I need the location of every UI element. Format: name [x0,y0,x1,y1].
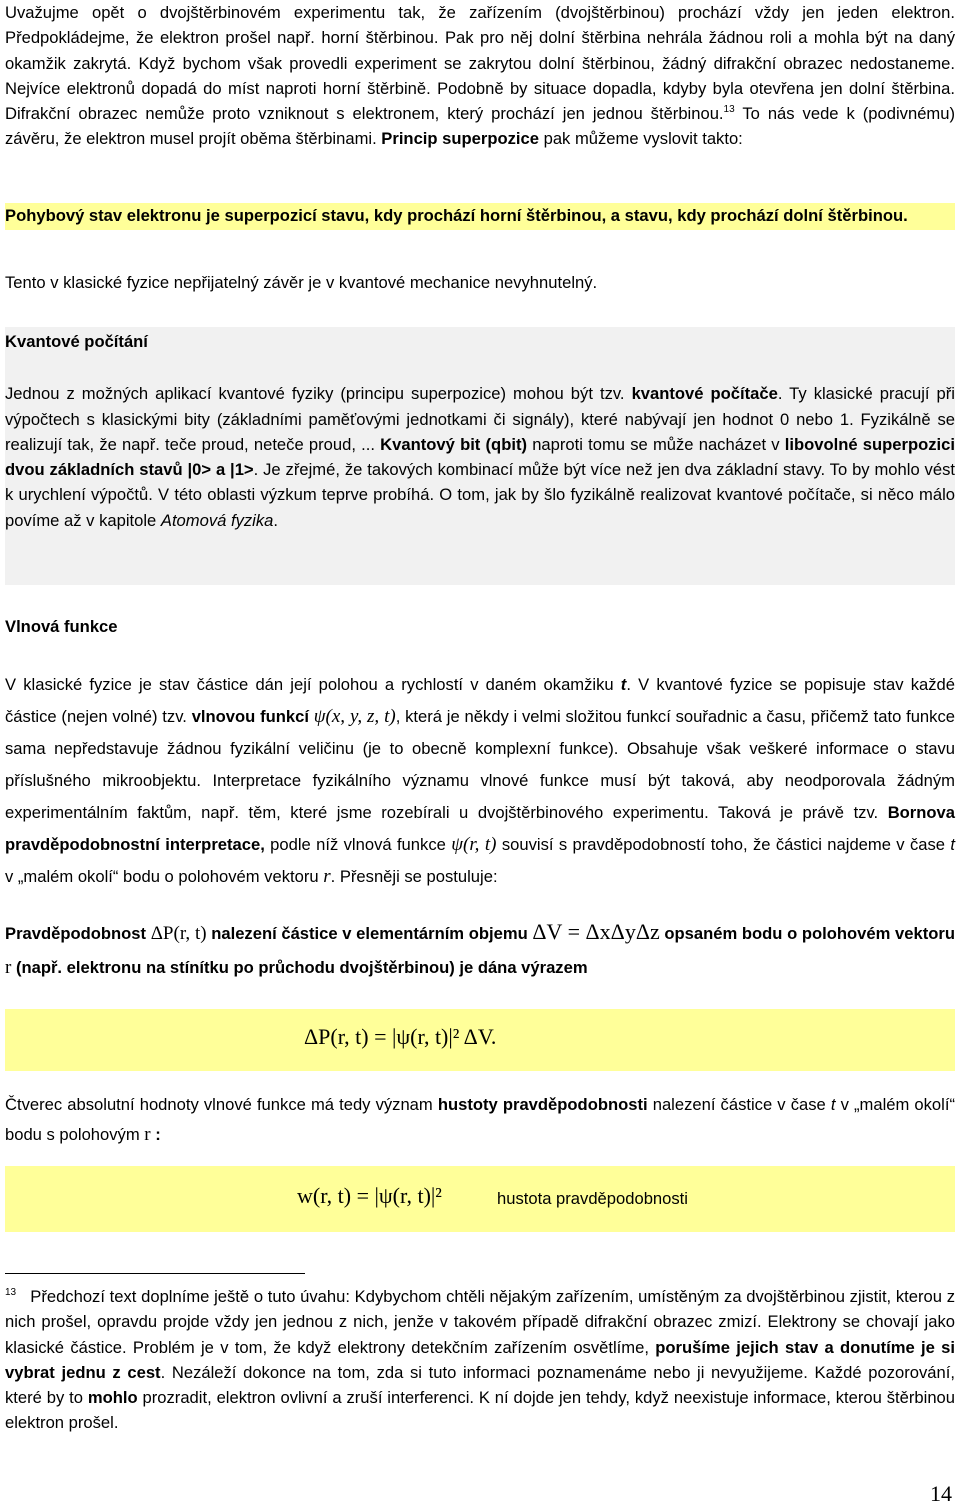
footnote-ref[interactable]: 13 [723,104,735,116]
sec-bold-born: Bornova pravděpodobnostní interpretace, [5,803,955,854]
section-title [5,614,955,639]
classic-note-sentence-text: Tento v klasické fyzice nepřijatelný závěr je v kvantové mechanice nevyhnutelný. [5,273,598,292]
box-text-1: Jednou z možných aplikací kvantové fyziky (principu superpozice) mohou být tzv. [5,384,632,404]
fn-a: Předchozí text doplníme ještě o tuto úvahu: Kdybychom chtěli nějakým zařízením, umístěným za dvojštěrbinou zjistit, kterou z nich prošel, opravdu projde vždy jen jednou z nich, jenže v takovém případě difrakční obrazec zmizí. Elektrony se chovají jako klasické částice. Problém je v tom, že když elektrony detekčním zařízením osvětlíme, [5,1287,955,1357]
page-number: 14 [930,1481,952,1506]
fn-c: . Nezáleží dokonce na tom, zda si tuto informaci poznamenáme nebo ji nevyužijeme. Každé pozorování, které by to [5,1362,955,1408]
den-a: Čtverec absolutní hodnoty vlnové funkce má tedy význam [5,1095,438,1114]
box-text-3: naproti tomu se může nacházet v [527,434,785,454]
equation-2-box [5,1166,955,1232]
box-italic-1: Atomová fyzika [160,510,274,530]
equation-1: ΔP(r, t) = |ψ(r, t)|² ΔV. [304,1024,497,1049]
def-b: nalezení částice v elementárním objemu [206,924,533,943]
superposition-text: Pohybový stav elektronu je superpozicí stavu, kdy prochází horní štěrbinou, a stavu, kdy prochází dolní štěrbinou. [5,206,908,225]
den-t: t [830,1095,836,1114]
intro-text-1: Uvažujme opět o dvojštěrbinovém experimentu tak, že zařízením (dvojštěrbinou) prochází vždy jen jeden elektron. Předpokládejme, že elektron prošel např. horní štěrbinou. Pak pro něj dolní štěrbina nehrála žádnou roli a mohla být na daný okamžik zakrytá. Když bychom však provedli experiment se zakrytou dolní štěrbinou, žádný difrakční obrazec nedostaneme. Nejvíce elektronů dopadá do míst naproti horní štěrbině. Podobně by situace dopadla, kdyby byla otevřena jen dolní štěrbina. Difrakční obrazec nemůže proto vzniknout s elektronem, který prochází jen jednou štěrbinou. [5,3,955,124]
def-dP: ΔP(r, t) [150,923,207,944]
section-title-text: Vlnová funkce [5,617,118,636]
den-c: nalezení částice v čase [647,1095,831,1114]
classic-conclusion-text [5,270,955,295]
sec-bold-wave: vlnovou funkcí [191,707,309,726]
def-c: opsaném bodu o polohovém vektoru [659,924,955,943]
density-paragraph [5,1090,955,1150]
intro-text-2: To nás vede k (podivnému) závěru, že elektron musel projít oběma štěrbinami. [5,104,955,149]
equation-2: w(r, t) = |ψ(r, t)|² [297,1183,442,1208]
def-a: Pravděpodobnost [5,924,151,943]
fn-b: porušíme jejich stav a donutíme je si vybrat jednu z cest [5,1337,955,1382]
section-paragraph [5,669,955,893]
sec-text-f: v „malém okolí“ bodu o polohovém vektoru [5,867,324,886]
def-dV: ΔV = ΔxΔyΔz [532,919,660,944]
box-bold-2: Kvantový bit (qbit) [380,434,527,454]
box-bold-3: libovolné superpozici dvou základních stavů |0> a |1> [5,434,956,480]
box-text-4: . Je zřejmé, že takových kombinací může být více než jen dva základní stavy. To by mohlo vést k urychlení výpočtů. V této oblasti výzkum teprve probíhá. O tom, jak by šlo fyzikálně realizovat kvantové počítače, si něco málo povíme až v kapitole [5,460,955,530]
def-r: r [5,957,12,978]
den-e: : [150,1125,161,1144]
sec-text-a: V klasické fyzice je stav částice dán její polohou a rychlostí v daném okamžiku [5,675,621,694]
equation-2-label: hustota pravděpodobnosti [497,1189,688,1208]
box-bold-1: kvantové počítače [631,384,778,404]
fn-d: mohlo [87,1388,138,1408]
sec-text-e: souvisí s pravděpodobností toho, že částici najdeme v čase [496,835,951,854]
sec-t-2: t [950,835,955,854]
psi-xyzt: ψ(x, y, z, t) [313,706,396,727]
sec-text-b: . V kvantové fyzice se popisuje stav každé částice (nejen volné) tzv. [5,675,955,726]
sec-t: t [620,675,627,694]
superposition-statement [5,203,955,230]
box-text-5: . [273,510,279,530]
quantum-computing-box [5,327,955,585]
intro-bold: Princip superpozice [381,129,539,149]
box-text-2: . Ty klasické pracují při výpočtech s klasickými bity (základními paměťovými jednotkami či signály), které nabývají jen hodnot 0 nebo 1. Fyzikálně se realizují tak, že např. teče proud, neteče proud, ... [5,384,955,454]
sec-text-c: , která je někdy i velmi složitou funkcí souřadnic a času, přičemž tato funkce sama nepředstavuje žádnou fyzikální veličinu (je to obecně komplexní funkce). Obsahuje však veškeré informace o stavu příslušného mikroobjektu. Interpretace fyzikálního významu vlnové funkce musí být taková, aby neodporovala žádným experimentálním faktům, např. těm, které jsme rozebírali u dvojštěrbinového experimentu. Taková je právě tzv. [5,707,955,822]
definition-paragraph [5,915,955,985]
den-b: hustoty pravděpodobnosti [437,1095,648,1114]
box-paragraph [5,381,955,533]
fn-e: prozradit, elektron ovlivní a zruší interferenci. K ní dojde jen tehdy, když neexistuje informace, kterou štěrbinou elektron prošel. [5,1388,955,1433]
sec-text-g: . Přesněji se postuluje: [330,867,498,886]
vec-r: r [323,866,331,887]
psi-rt: ψ(r, t) [451,834,497,855]
footnote-number: 13 [5,1287,17,1298]
den-d: v „malém okolí“ bodu s polohovým [5,1095,955,1144]
box-title: Kvantové počítání [5,332,148,351]
den-r: r [144,1124,151,1145]
sec-text-d: podle níž vlnová funkce [264,835,452,854]
footnote [5,1284,955,1436]
intro-text-3: pak můžeme vyslovit takto: [538,129,743,149]
footnote-rule [5,1273,305,1274]
def-d: (např. elektronu na stínítku po průchodu dvojštěrbinou) je dána výrazem [11,958,588,977]
intro-paragraph [5,0,955,152]
